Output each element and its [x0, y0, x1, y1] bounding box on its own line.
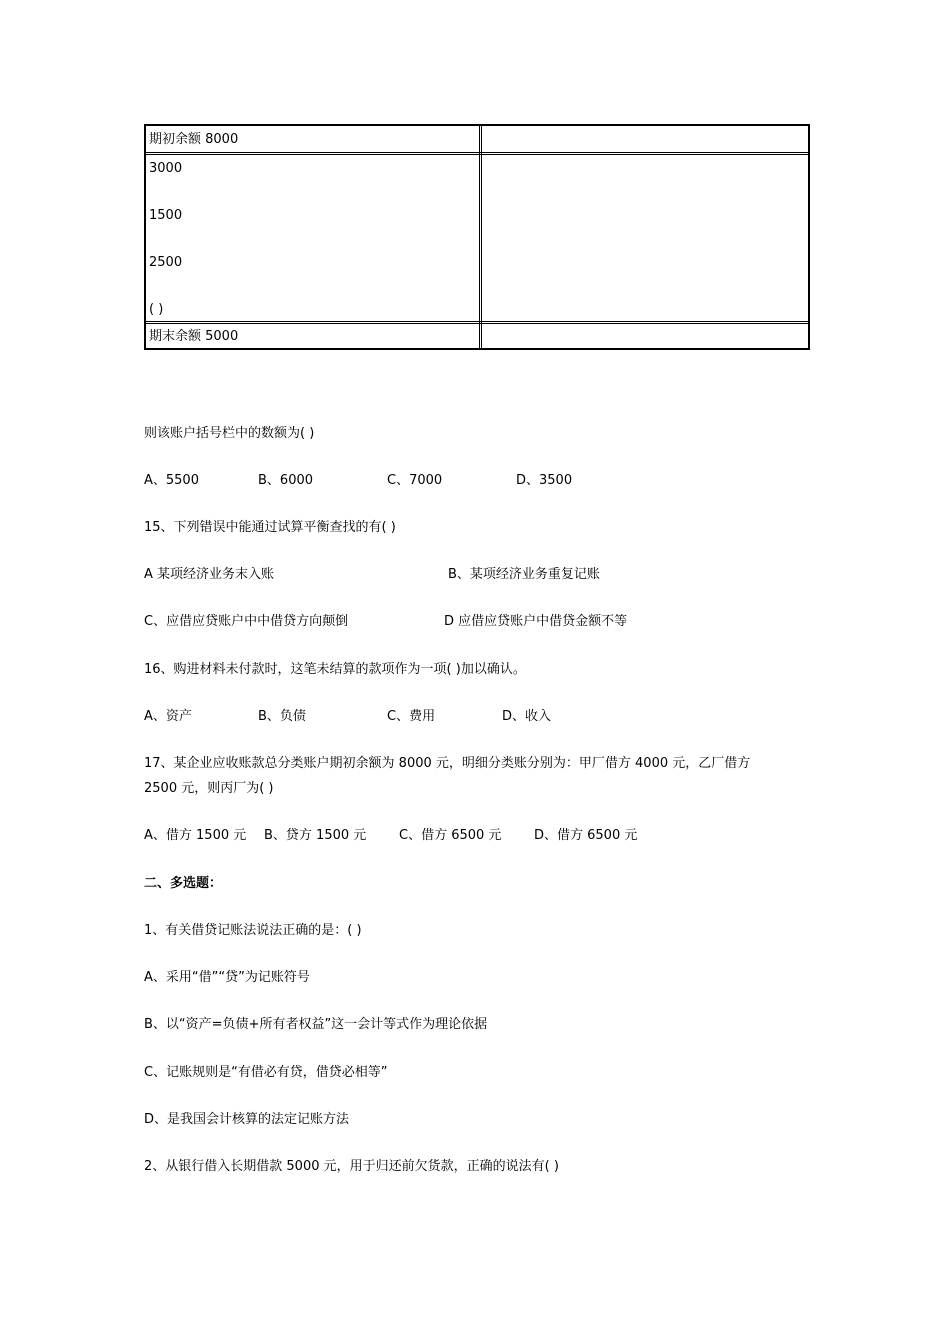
q14-option-c: C、7000	[387, 473, 443, 488]
q16-option-c: C、费用	[387, 709, 436, 724]
q14-option-d: D、3500	[516, 473, 573, 488]
s2-q2-stem: 2、从银行借入长期借款 5000 元，用于归还前欠货款，正确的说法有( )	[144, 1159, 559, 1174]
section2-heading: 二、多选题：	[144, 876, 223, 891]
s2-q1-option-c: C、记账规则是“有借必有贷，借贷必相等”	[144, 1065, 388, 1080]
q16-option-d: D、收入	[502, 709, 552, 724]
q15-option-c: C、应借应贷账户中中借贷方向颠倒	[144, 614, 349, 629]
q16-option-b: B、负债	[258, 709, 306, 724]
q17-option-d: D、借方 6500 元	[534, 828, 638, 843]
q17-stem-line1: 17、某企业应收账款总分类账户期初余额为 8000 元，明细分类账分别为：甲厂借方 4000 元，乙厂借方	[144, 756, 751, 771]
s2-q1-option-b: B、以“资产=负债+所有者权益”这一会计等式作为理论依据	[144, 1017, 488, 1032]
q14-stem: 则该账户括号栏中的数额为( )	[144, 426, 315, 441]
q14-option-b: B、6000	[258, 473, 314, 488]
entry-2: 1500	[149, 208, 183, 223]
q17-option-b: B、贷方 1500 元	[264, 828, 367, 843]
q14-option-a: A、5500	[144, 473, 199, 488]
s2-q1-option-a: A、采用“借”“贷”为记账符号	[144, 970, 310, 985]
table-divider-bottom	[146, 321, 808, 324]
q17-option-c: C、借方 6500 元	[399, 828, 502, 843]
account-table	[144, 124, 810, 350]
entry-3: 2500	[149, 255, 183, 270]
table-divider-top	[146, 152, 808, 155]
q16-option-a: A、资产	[144, 709, 192, 724]
q17-stem-line2: 2500 元，则丙厂为( )	[144, 781, 274, 796]
entry-1: 3000	[149, 161, 183, 176]
q15-option-d: D 应借应贷账户中借贷金额不等	[444, 614, 628, 629]
opening-balance: 期初余额 8000	[149, 132, 239, 147]
s2-q1-stem: 1、有关借贷记账法说法正确的是：( )	[144, 923, 362, 938]
q16-stem: 16、购进材料未付款时，这笔未结算的款项作为一项( )加以确认。	[144, 662, 526, 677]
q17-option-a: A、借方 1500 元	[144, 828, 247, 843]
s2-q1-option-d: D、是我国会计核算的法定记账方法	[144, 1112, 350, 1127]
q15-option-b: B、某项经济业务重复记账	[448, 567, 600, 582]
closing-balance: 期末余额 5000	[149, 329, 239, 344]
entry-blank: ( )	[149, 302, 164, 317]
q15-option-a: A 某项经济业务末入账	[144, 567, 275, 582]
table-divider-vertical	[479, 126, 482, 348]
q15-stem: 15、下列错误中能通过试算平衡查找的有( )	[144, 520, 396, 535]
